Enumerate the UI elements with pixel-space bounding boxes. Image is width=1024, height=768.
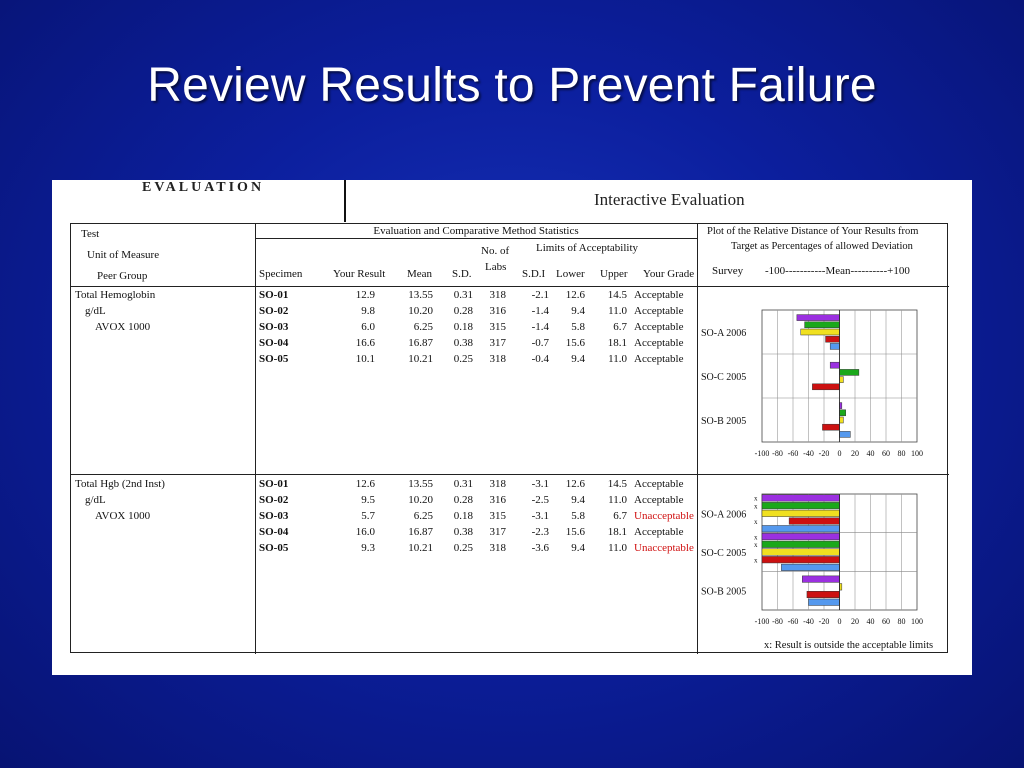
cell-upper: 6.7 — [613, 510, 627, 522]
grade-badge: Acceptable — [634, 321, 684, 333]
survey-name: SO-C 2005 — [701, 372, 747, 383]
footnote: x: Result is outside the acceptable limits — [764, 640, 934, 651]
axis-tick-label: -20 — [818, 617, 830, 626]
cell-sdi: -2.1 — [531, 289, 549, 301]
cell-upper: 6.7 — [613, 321, 627, 333]
header-peer: Peer Group — [97, 270, 148, 282]
grade-badge: Acceptable — [634, 353, 684, 365]
unit-of-measure: g/dL — [85, 305, 106, 317]
survey-name: SO-A 2006 — [701, 509, 747, 521]
deviation-bar — [830, 362, 839, 368]
deviation-bar — [762, 525, 840, 532]
cell-lower: 9.4 — [571, 542, 585, 554]
deviation-bar — [822, 424, 839, 430]
axis-tick-label: -60 — [787, 617, 799, 626]
axis-tick-label: -100 — [754, 617, 770, 626]
deviation-bar — [840, 417, 844, 423]
deviation-bar — [802, 576, 839, 583]
grade-badge: Acceptable — [634, 494, 684, 506]
outside-limits-flag: x — [754, 494, 758, 503]
axis-tick-label: 20 — [851, 449, 859, 458]
outside-limits-flag: x — [754, 556, 758, 565]
unit-of-measure: g/dL — [85, 494, 106, 506]
cell-sd: 0.38 — [453, 337, 473, 349]
deviation-bar — [762, 549, 840, 556]
cell-result: 12.6 — [355, 478, 375, 490]
col-labs-line2: Labs — [485, 261, 507, 273]
cell-labs: 316 — [489, 494, 506, 506]
deviation-bar — [826, 336, 840, 342]
relative-distance-plot — [699, 308, 939, 478]
cell-sd: 0.31 — [453, 289, 473, 301]
evaluation-heading: EVALUATION — [142, 180, 265, 195]
axis-tick-label: 100 — [911, 617, 923, 626]
cell-result: 9.8 — [361, 305, 375, 317]
deviation-bar — [812, 384, 839, 390]
deviation-bar — [801, 329, 840, 335]
axis-tick-label: -40 — [803, 617, 814, 626]
stats-header: Evaluation and Comparative Method Statistics — [373, 225, 579, 237]
cell-labs: 318 — [489, 289, 506, 301]
axis-tick-label: 60 — [882, 449, 890, 458]
survey-name: SO-C 2005 — [701, 548, 747, 559]
axis-tick-label: -80 — [772, 617, 783, 626]
deviation-bar — [762, 556, 840, 563]
axis-tick-label: -20 — [818, 449, 830, 458]
cell-specimen: SO-05 — [259, 353, 289, 365]
peer-group: AVOX 1000 — [95, 321, 151, 333]
cell-labs: 318 — [489, 542, 506, 554]
cell-lower: 15.6 — [565, 337, 585, 349]
cell-mean: 13.55 — [408, 289, 433, 301]
deviation-bar — [807, 591, 840, 598]
cell-specimen: SO-04 — [259, 526, 289, 538]
cell-upper: 18.1 — [607, 526, 627, 538]
cell-lower: 9.4 — [571, 494, 585, 506]
cell-upper: 14.5 — [607, 478, 627, 490]
cell-labs: 315 — [489, 321, 506, 333]
cell-specimen: SO-01 — [259, 478, 289, 490]
axis-tick-label: -80 — [772, 449, 783, 458]
results-table — [70, 223, 948, 653]
test-name: Total Hgb (2nd Inst) — [75, 478, 165, 490]
cell-lower: 5.8 — [571, 510, 585, 522]
cell-sd: 0.28 — [453, 494, 473, 506]
axis-tick-label: 60 — [882, 617, 890, 626]
col-lower: Lower — [556, 268, 585, 280]
cell-upper: 14.5 — [607, 289, 627, 301]
cell-result: 10.1 — [355, 353, 375, 365]
relative-distance-plot — [699, 492, 939, 642]
header-rule — [71, 286, 949, 287]
deviation-bar — [789, 518, 839, 525]
grade-badge: Unacceptable — [634, 510, 694, 522]
grade-badge: Acceptable — [634, 526, 684, 538]
grade-badge: Acceptable — [634, 289, 684, 301]
deviation-bar — [840, 410, 846, 416]
scale-label: -100-----------Mean----------+100 — [765, 265, 910, 277]
survey-name: SO-B 2005 — [701, 416, 747, 427]
deviation-bar — [830, 343, 839, 349]
col-sdi: S.D.I — [522, 268, 546, 280]
cell-upper: 11.0 — [608, 494, 627, 506]
cell-mean: 10.20 — [408, 494, 433, 506]
deviation-bar — [762, 510, 840, 516]
cell-mean: 10.21 — [408, 542, 433, 554]
axis-tick-label: 40 — [866, 449, 875, 458]
slide-title: Review Results to Prevent Failure — [147, 59, 877, 112]
grade-badge: Acceptable — [634, 305, 684, 317]
cell-mean: 6.25 — [413, 510, 433, 522]
cell-upper: 18.1 — [607, 337, 627, 349]
deviation-bar — [762, 502, 840, 509]
col-your-result: Your Result — [333, 268, 386, 280]
cell-labs: 315 — [489, 510, 506, 522]
cell-upper: 11.0 — [608, 542, 627, 554]
grade-badge: Acceptable — [634, 337, 684, 349]
axis-tick-label: -40 — [803, 449, 814, 458]
cell-lower: 5.8 — [571, 321, 585, 333]
peer-group: AVOX 1000 — [95, 510, 151, 522]
heading-divider — [344, 180, 346, 222]
cell-sd: 0.28 — [453, 305, 473, 317]
col-mean: Mean — [407, 268, 433, 280]
cell-labs: 317 — [489, 337, 506, 349]
cell-lower: 15.6 — [565, 526, 585, 538]
cell-mean: 10.21 — [408, 353, 433, 365]
limits-header: Limits of Acceptability — [536, 242, 639, 254]
cell-lower: 12.6 — [565, 289, 585, 301]
cell-result: 12.9 — [355, 289, 375, 301]
col-divider-left — [255, 224, 256, 654]
deviation-bar — [762, 541, 840, 548]
survey-label: Survey — [712, 265, 744, 277]
axis-tick-label: 100 — [911, 449, 923, 458]
cell-sdi: -0.7 — [531, 337, 549, 349]
cell-lower: 9.4 — [571, 353, 585, 365]
cell-mean: 10.20 — [408, 305, 433, 317]
cell-result: 5.7 — [361, 510, 375, 522]
cell-result: 9.5 — [361, 494, 375, 506]
cell-sdi: -1.4 — [531, 305, 549, 317]
plot-header-line1: Plot of the Relative Distance of Your Results from — [707, 226, 919, 237]
deviation-bar — [809, 599, 840, 606]
col-sd: S.D. — [452, 268, 472, 280]
deviation-bar — [840, 377, 844, 383]
cell-specimen: SO-03 — [259, 321, 289, 333]
cell-specimen: SO-05 — [259, 542, 289, 554]
cell-result: 16.0 — [355, 526, 375, 538]
axis-tick-label: -60 — [787, 449, 799, 458]
evaluation-report — [52, 180, 972, 675]
axis-tick-label: 0 — [837, 449, 842, 458]
header-test: Test — [81, 228, 100, 240]
cell-upper: 11.0 — [608, 353, 627, 365]
axis-tick-label: 40 — [866, 617, 875, 626]
cell-labs: 317 — [489, 526, 506, 538]
col-your-grade: Your Grade — [643, 268, 695, 280]
deviation-bar — [805, 322, 840, 328]
cell-result: 6.0 — [361, 321, 375, 333]
outside-limits-flag: x — [754, 541, 758, 550]
deviation-bar — [797, 315, 840, 321]
cell-sd: 0.38 — [453, 526, 473, 538]
axis-tick-label: 20 — [851, 617, 859, 626]
cell-specimen: SO-04 — [259, 337, 289, 349]
cell-sdi: -3.6 — [531, 542, 549, 554]
axis-tick-label: -100 — [754, 449, 770, 458]
stats-header-rule — [255, 238, 697, 239]
cell-labs: 316 — [489, 305, 506, 317]
axis-tick-label: 0 — [837, 617, 842, 626]
header-unit: Unit of Measure — [87, 249, 160, 261]
cell-mean: 16.87 — [408, 526, 433, 538]
deviation-bar — [840, 369, 859, 375]
survey-name: SO-A 2006 — [701, 328, 747, 339]
grade-badge: Unacceptable — [634, 542, 694, 554]
col-labs-line1: No. of — [481, 245, 510, 257]
axis-tick-label: 80 — [897, 449, 906, 458]
col-divider-right — [697, 224, 698, 654]
col-specimen: Specimen — [259, 268, 303, 280]
cell-specimen: SO-02 — [259, 494, 289, 506]
cell-sd: 0.25 — [453, 542, 473, 554]
outside-limits-flag: x — [754, 517, 758, 526]
cell-sdi: -3.1 — [531, 478, 549, 490]
deviation-bar — [762, 533, 840, 540]
deviation-bar — [840, 431, 851, 437]
cell-specimen: SO-01 — [259, 289, 289, 301]
cell-specimen: SO-03 — [259, 510, 289, 522]
cell-sdi: -3.1 — [531, 510, 549, 522]
deviation-bar — [762, 495, 840, 502]
cell-specimen: SO-02 — [259, 305, 289, 317]
cell-result: 9.3 — [361, 542, 375, 554]
outside-limits-flag: x — [754, 533, 758, 542]
cell-sdi: -0.4 — [531, 353, 549, 365]
cell-sd: 0.18 — [453, 510, 473, 522]
plot-header-line2: Target as Percentages of allowed Deviation — [731, 241, 913, 252]
cell-sdi: -2.5 — [531, 494, 549, 506]
cell-mean: 16.87 — [408, 337, 433, 349]
cell-sdi: -2.3 — [531, 526, 549, 538]
cell-lower: 9.4 — [571, 305, 585, 317]
cell-sd: 0.18 — [453, 321, 473, 333]
cell-sdi: -1.4 — [531, 321, 549, 333]
deviation-bar — [781, 564, 839, 571]
col-upper: Upper — [600, 268, 628, 280]
cell-upper: 11.0 — [608, 305, 627, 317]
grade-badge: Acceptable — [634, 478, 684, 490]
outside-limits-flag: x — [754, 502, 758, 511]
cell-result: 16.6 — [355, 337, 375, 349]
test-name: Total Hemoglobin — [75, 289, 156, 301]
cell-sd: 0.31 — [453, 478, 473, 490]
cell-mean: 13.55 — [408, 478, 433, 490]
cell-labs: 318 — [489, 353, 506, 365]
axis-tick-label: 80 — [897, 617, 906, 626]
cell-lower: 12.6 — [565, 478, 585, 490]
interactive-evaluation-heading: Interactive Evaluation — [594, 190, 745, 209]
cell-mean: 6.25 — [413, 321, 433, 333]
cell-labs: 318 — [489, 478, 506, 490]
cell-sd: 0.25 — [453, 353, 473, 365]
survey-name: SO-B 2005 — [701, 586, 747, 598]
